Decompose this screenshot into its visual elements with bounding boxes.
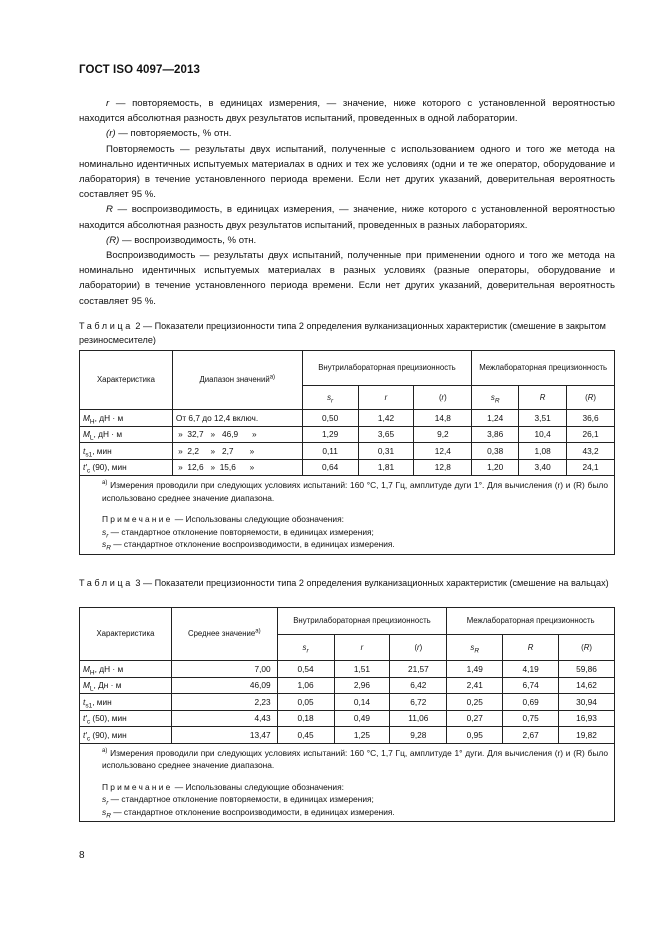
- col-header-range: Диапазон значений$^{a)}$: [172, 351, 302, 410]
- table-row: $t_{s1}$, мин 2,23 0,05 0,14 6,72 0,25 0,69 30,94: [80, 694, 615, 711]
- col-header-within: Внутрилабораторная прецизионность: [277, 608, 447, 635]
- sub-header-r: r: [358, 386, 414, 410]
- sub-header-r-pct: (r): [390, 635, 447, 661]
- table-row: $t'_c$ (90), мин » 12,6 » 15,6 » 0,64 1,81 12,8 1,20 3,40 24,1: [80, 459, 615, 476]
- footnote-a: $^{a)}$ Измерения проводили при следующих условиях испытаний: 160 °С, 1,7 Гц, амплитуде 1° дуги. Для вычисления (r) и (R) было использовано среднее значение диапазона.: [102, 747, 608, 771]
- table3-caption: Таблица 3 — Показатели прецизионности типа 2 определения вулканизационных характеристик (смешение на вальцах): [79, 578, 609, 588]
- note-sr: $s_r$ — стандартное отклонение повторяемости, в единицах измерения;: [102, 794, 374, 807]
- sub-header-R-pct: (R): [567, 386, 615, 410]
- table-row: $M_L$, дН · м » 32,7 » 46,9 » 1,29 3,65 9,2 3,86 10,4 26,1: [80, 426, 615, 443]
- note-heading: Примечание — Использованы следующие обозначения:: [102, 514, 344, 525]
- paragraph: Воспроизводимость — результаты двух испытаний, полученные при применении одного и того же метода на номинально идентичных испытуемых материалах в разных условиях (разные операторы, оборудование и лаборатории) в течение установленного периода времени. Если нет других указаний, доверительная вероятность составляет 95 %.: [79, 250, 615, 307]
- col-header-within: Внутрилабораторная прецизионность: [302, 351, 472, 386]
- table-row: $t_{s1}$, мин » 2,2 » 2,7 » 0,11 0,31 12,4 0,38 1,08 43,2: [80, 443, 615, 460]
- table-row: $t'_c$ (50), мин 4,43 0,18 0,49 11,06 0,27 0,75 16,93: [80, 710, 615, 727]
- table3-notes: [80, 743, 615, 822]
- table2-notes: [80, 476, 615, 555]
- sub-header-sR: $s_R$: [447, 635, 503, 661]
- col-header-between: Межлабораторная прецизионность: [447, 608, 615, 635]
- paragraph: Повторяемость — результаты двух испытаний, полученные с использованием одного и того же метода на номинально идентичных испытуемых материалах в одних и тех же условиях (одни и те же оператор, оборудование и лаборатория) в течение установленного периода времени. Если нет других указаний, доверительная вероятность составляет 95 %.: [79, 143, 615, 201]
- note-sR: $s_R$ — стандартное отклонение воспроизводимости, в единицах измерения.: [102, 539, 395, 553]
- note-sr: $s_r$ — стандартное отклонение повторяемости, в единицах измерения;: [102, 526, 374, 540]
- paragraph: (R) — воспроизводимость, % отн.: [106, 234, 257, 246]
- page-number: 8: [79, 850, 85, 861]
- sub-header-r-pct: (r): [414, 386, 472, 410]
- col-header-characteristic: Характеристика: [80, 608, 172, 661]
- sub-header-sr: $s_r$: [302, 386, 358, 410]
- col-header-between: Межлабораторная прецизионность: [472, 351, 615, 386]
- table3: [79, 607, 615, 822]
- note-sR: $s_R$ — стандартное отклонение воспроизводимости, в единицах измерения.: [102, 806, 395, 820]
- sub-header-sR: $s_R$: [472, 386, 519, 410]
- paragraph: (r) — повторяемость, % отн.: [106, 128, 232, 140]
- sub-header-R-pct: (R): [559, 635, 615, 661]
- col-header-mean: Среднее значение$^{a)}$: [171, 608, 277, 661]
- paragraph: R — воспроизводимость, в единицах измерения, — значение, ниже которого с установленной вероятностью находится абсолютная разность двух результатов испытаний, проведенных в разных лабораториях.: [79, 204, 615, 231]
- body-text: [79, 96, 615, 309]
- note-heading: Примечание — Использованы следующие обозначения:: [102, 781, 344, 792]
- sub-header-R: R: [519, 386, 567, 410]
- table-row: $M_H$, дН · м 7,00 0,54 1,51 21,57 1,49 4,19 59,86: [80, 661, 615, 678]
- table-row: $M_H$, дН · м От 6,7 до 12,4 включ. 0,50 1,42 14,8 1,24 3,51 36,6: [80, 410, 615, 427]
- footnote-a: $^{a)}$ Измерения проводили при следующих условиях испытаний: 160 °С, 1,7 Гц, амплитуде дуги 1°. Для вычисления (r) и (R) было использовано среднее значение диапазона.: [102, 480, 608, 503]
- table-row: $M_L$, Дн · м 46,09 1,06 2,96 6,42 2,41 6,74 14,62: [80, 677, 615, 694]
- sub-header-sr: $s_r$: [277, 635, 334, 661]
- document-header: ГОСТ ISO 4097—2013: [79, 64, 201, 76]
- table-row: $t'_c$ (90), мин 13,47 0,45 1,25 9,28 0,95 2,67 19,82: [80, 727, 615, 744]
- table2-caption: Таблица 2 — Показатели прецизионности типа 2 определения вулканизационных характеристик (смешение в закрытом резиносмесителе): [79, 321, 606, 345]
- table2: [79, 350, 615, 555]
- sub-header-R: R: [503, 635, 559, 661]
- sub-header-r: r: [334, 635, 390, 661]
- paragraph: r — повторяемость, в единицах измерения, — значение, ниже которого с установленной вероятностью находится абсолютная разность двух результатов испытаний, проведенных в одной лаборатории.: [79, 98, 615, 125]
- col-header-characteristic: Характеристика: [80, 351, 173, 410]
